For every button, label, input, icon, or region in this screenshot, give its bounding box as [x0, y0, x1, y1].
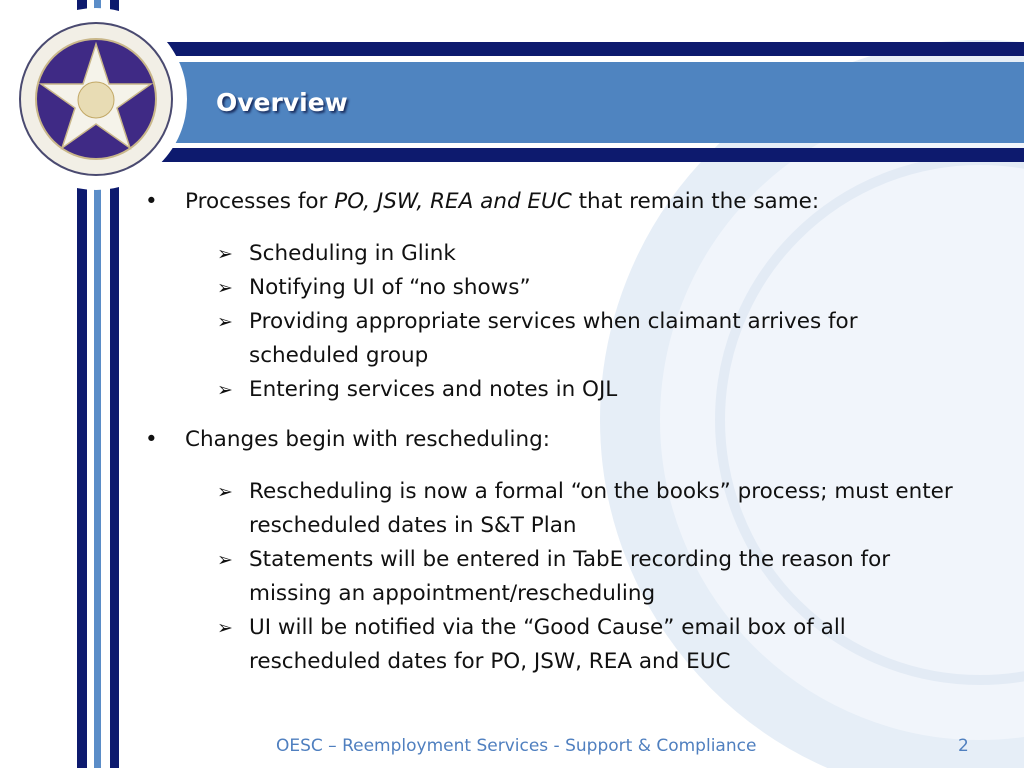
slide-title: Overview: [216, 88, 348, 117]
page-number: 2: [958, 736, 969, 756]
sub-bullet-item: ➢ Statements will be entered in TabE recording the reason for missing an appointment/rescheduling: [145, 543, 965, 611]
header-bar-top: [160, 42, 1024, 56]
header-bar-bottom: [160, 148, 1024, 162]
bullet-dot-icon: •: [145, 189, 158, 214]
arrow-bullet-icon: ➢: [217, 277, 233, 299]
arrow-bullet-icon: ➢: [217, 243, 233, 265]
arrow-bullet-icon: ➢: [217, 311, 233, 333]
sub-bullet-item: ➢ Notifying UI of “no shows”: [145, 271, 965, 305]
slide-footer: OESC – Reemployment Services - Support & Compliance: [276, 736, 757, 756]
arrow-bullet-icon: ➢: [217, 549, 233, 571]
arrow-bullet-icon: ➢: [217, 481, 233, 503]
oesc-seal-logo: [5, 8, 187, 190]
sub-bullet-item: ➢ Providing appropriate services when claimant arrives for scheduled group: [145, 305, 965, 373]
arrow-bullet-icon: ➢: [217, 617, 233, 639]
sub-bullet-item: ➢ Scheduling in Glink: [145, 237, 965, 271]
sub-bullet-item: ➢ UI will be notified via the “Good Cause” email box of all rescheduled dates for PO, JSW, REA and EUC: [145, 611, 965, 679]
bullet-item: • Processes for PO, JSW, REA and EUC that remain the same:: [145, 185, 965, 219]
sub-bullet-item: ➢ Entering services and notes in OJL: [145, 373, 965, 407]
bullet-item: • Changes begin with rescheduling:: [145, 423, 965, 457]
bullet-dot-icon: •: [145, 427, 158, 452]
arrow-bullet-icon: ➢: [217, 379, 233, 401]
sub-bullet-item: ➢ Rescheduling is now a formal “on the books” process; must enter rescheduled dates in S&T Plan: [145, 475, 965, 543]
slide-body: [145, 185, 965, 679]
